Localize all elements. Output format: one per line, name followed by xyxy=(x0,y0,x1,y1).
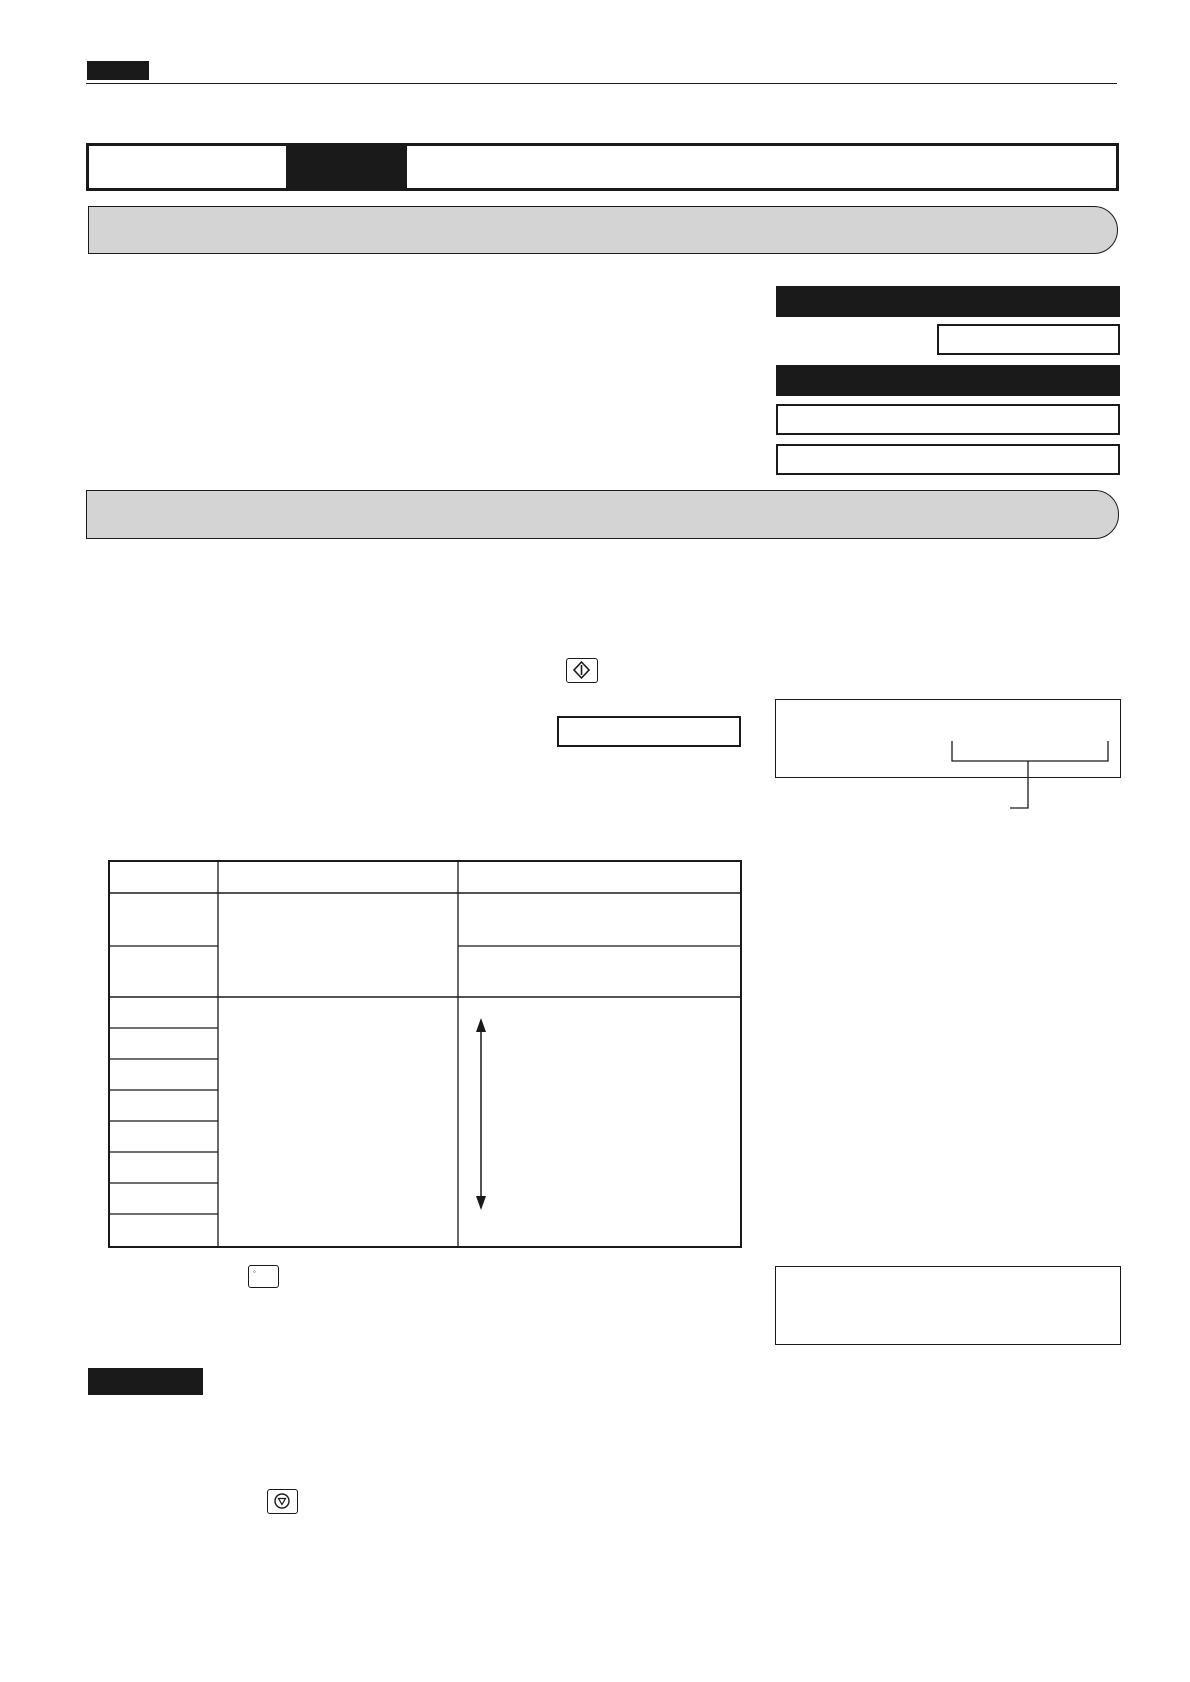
section-title-box xyxy=(86,143,1119,191)
spec-heading-2 xyxy=(776,365,1120,396)
section-heading-bar-2 xyxy=(86,490,1119,539)
section-title-badge xyxy=(289,146,404,188)
clear-key[interactable] xyxy=(248,1265,279,1288)
settings-table xyxy=(108,860,744,1250)
clear-key-icon: ◦ xyxy=(253,1267,256,1276)
setting-entry-box xyxy=(557,716,741,747)
start-diamond-icon xyxy=(567,659,596,681)
spec-field-1 xyxy=(776,404,1120,435)
stop-octagon-icon xyxy=(268,1490,296,1512)
spec-value-box xyxy=(937,324,1120,355)
section-title-text xyxy=(404,146,1116,188)
display-panel-2 xyxy=(775,1266,1121,1345)
stop-key[interactable] xyxy=(267,1489,298,1514)
display-bracket-callout xyxy=(940,740,1120,812)
note-tab xyxy=(88,1368,203,1395)
page-section-tab xyxy=(87,61,149,80)
start-key[interactable] xyxy=(566,658,598,683)
spec-field-2 xyxy=(776,444,1120,475)
section-title-code xyxy=(89,146,289,188)
spec-heading-1 xyxy=(776,286,1120,317)
section-heading-bar-1 xyxy=(88,206,1118,254)
header-rule xyxy=(86,83,1117,84)
